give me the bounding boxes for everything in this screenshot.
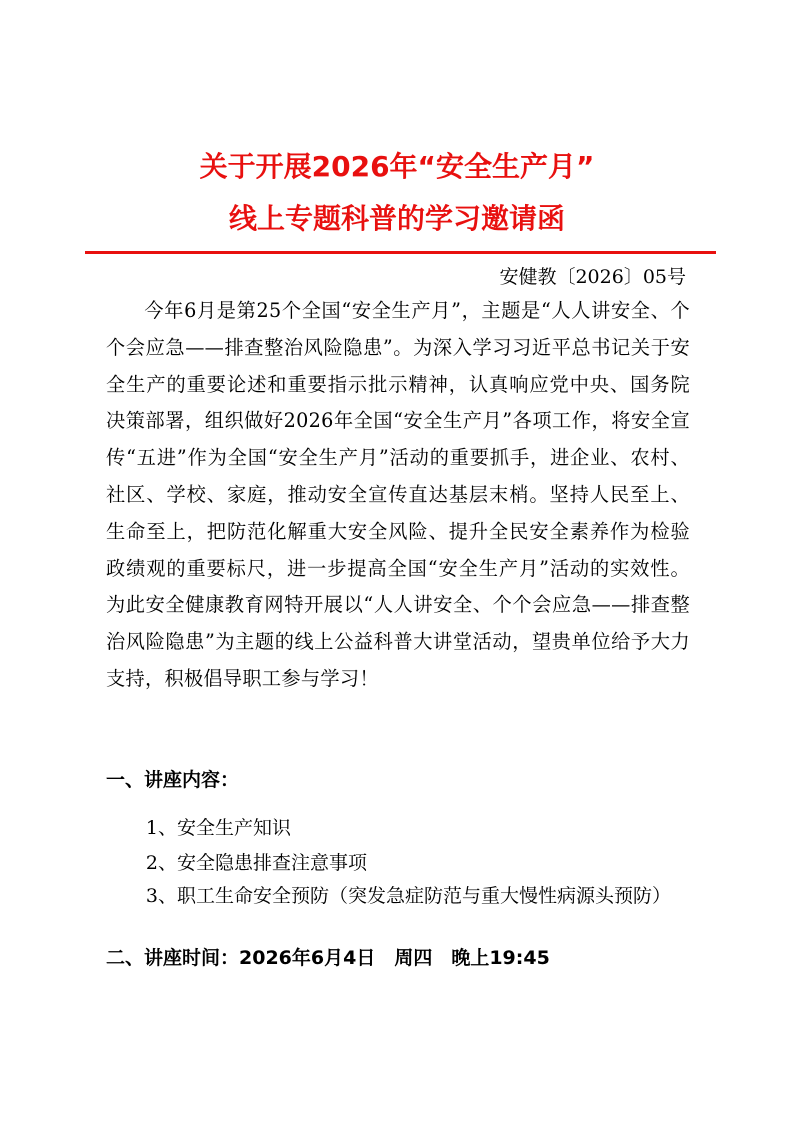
lecture-content-item: 3、职工生命安全预防（突发急症防范与重大慢性病源头预防） xyxy=(145,885,671,907)
intro-paragraph: 今年6月是第25个全国“安全生产月”，主题是“人人讲安全、个个会应急——排查整治风险隐患”。为深入学习习近平总书记关于安全生产的重要论述和重要指示批示精神，认真响应党中央、国务院决策部署，组织做好2026年全国“安全生产月”各项工作，将安全宣传“五进”作为全国“安全生产月”活动的重要抓手，进企业、农村、社区、学校、家庭，推动安全宣传直达基层末梢。坚持人民至上、生命至上，把防范化解重大安全风险、提升全民安全素养作为检验政绩观的重要标尺，进一步提高全国“安全生产月”活动的实效性。为此安全健康教育网特开展以“人人讲安全、个个会应急——排查整治风险隐患”为主题的线上公益科普大讲堂活动，望贵单位给予大力支持，积极倡导职工参与学习！ xyxy=(106,299,690,690)
document-title-line2: 线上专题科普的学习邀请函 xyxy=(228,202,565,235)
document-number: 安健教〔2026〕05号 xyxy=(499,266,686,288)
section1-heading: 一、讲座内容： xyxy=(106,769,240,791)
lecture-content-item: 2、安全隐患排查注意事项 xyxy=(145,852,367,874)
document-title-line1: 关于开展2026年“安全生产月” xyxy=(199,150,595,183)
title-divider xyxy=(85,251,716,254)
lecture-content-item: 1、安全生产知识 xyxy=(145,817,291,839)
section2-heading: 二、讲座时间：2026年6月4日 周四 晚上19:45 xyxy=(106,947,550,969)
